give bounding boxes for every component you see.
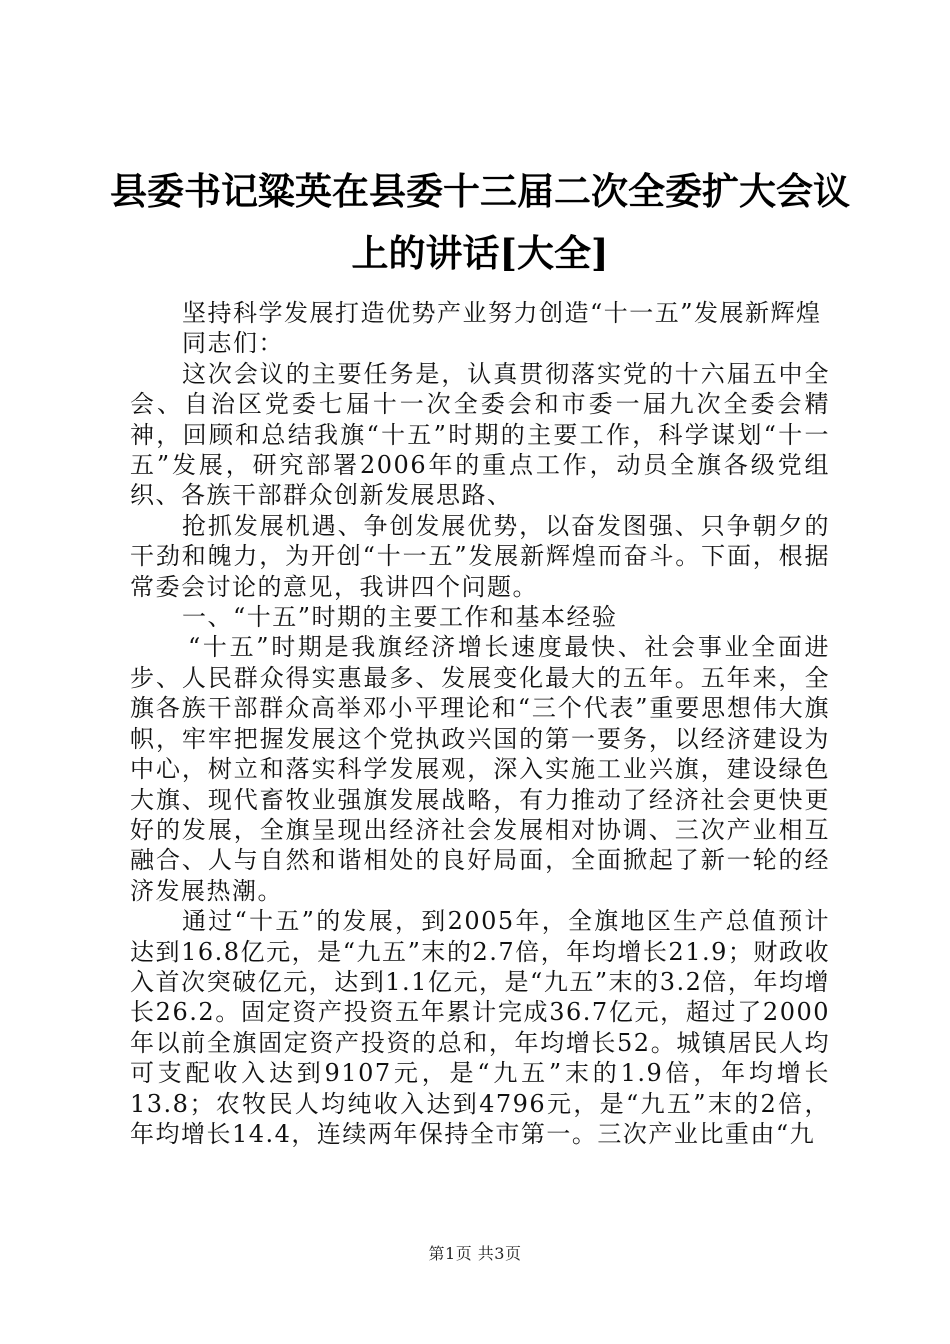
document-body [130, 298, 830, 1149]
subtitle-paragraph: 坚持科学发展打造优势产业努力创造“十一五”发展新辉煌 [182, 299, 822, 327]
title-line-2: 上的讲话[大全] [351, 231, 609, 275]
page-footer: 第1页 共3页 [428, 1244, 522, 1263]
body-paragraph: 这次会议的主要任务是，认真贯彻落实党的十六届五中全会、自治区党委七届十一次全委会和市委一届九次全委会精神，回顾和总结我旗“十五”时期的主要工作，科学谋划“十一五”发展，研究部署2006年的重点工作，动员全旗各级党组织、各族干部群众创新发展思路、 [130, 359, 830, 510]
body-paragraph: 抢抓发展机遇、争创发展优势，以奋发图强、只争朝夕的干劲和魄力，为开创“十一五”发展新辉煌而奋斗。下面，根据常委会讨论的意见，我讲四个问题。 [130, 511, 830, 601]
salutation-paragraph: 同志们： [182, 329, 284, 358]
document-title [90, 160, 870, 284]
title-line-1: 县委书记粱英在县委十三届二次全委扩大会议 [110, 169, 850, 213]
body-paragraph: 通过“十五”的发展，到2005年，全旗地区生产总值预计达到16.8亿元，是“九五”末的2.7倍，年均增长21.9；财政收入首次突破亿元，达到1.1亿元，是“九五”末的3.2倍，年均增长26.2。固定资产投资五年累计完成36.7亿元，超过了2000年以前全旗固定资产投资的总和，年均增长52。城镇居民人均可支配收入达到9107元，是“九五”末的1.9倍，年均增长13.8；农牧民人均纯收入达到4796元，是“九五”末的2倍，年均增长14.4，连续两年保持全市第一。三次产业比重由“九 [130, 907, 830, 1148]
body-paragraph: “十五”时期是我旗经济增长速度最快、社会事业全面进步、人民群众得实惠最多、发展变化最大的五年。五年来，全旗各族干部群众高举邓小平理论和“三个代表”重要思想伟大旗帜，牢牢把握发展这个党执政兴国的第一要务，以经济建设为中心，树立和落实科学发展观，深入实施工业兴旗，建设绿色大旗、现代畜牧业强旗发展战略，有力推动了经济社会更快更好的发展，全旗呈现出经济社会发展相对协调、三次产业相互融合、人与自然和谐相处的良好局面，全面掀起了新一轮的经济发展热潮。 [130, 633, 830, 905]
section-heading: 一、“十五”时期的主要工作和基本经验 [182, 603, 618, 632]
